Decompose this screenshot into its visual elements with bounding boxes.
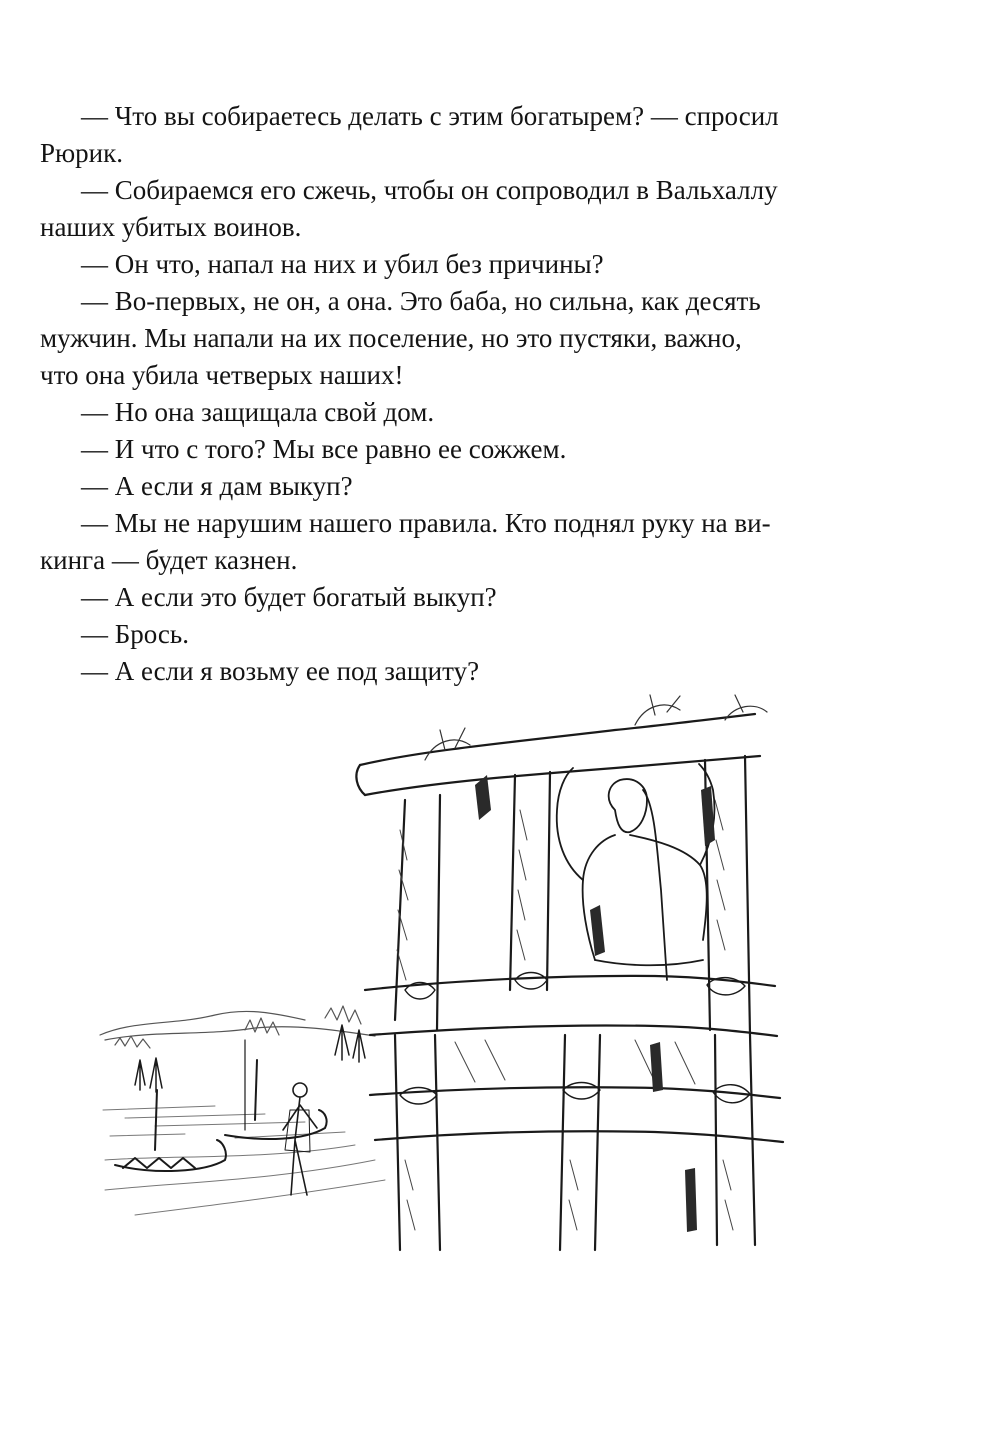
foliage bbox=[425, 695, 767, 760]
dialogue-text bbox=[40, 98, 840, 690]
paragraph-8: — Мы не нарушим нашего правила. Кто поднял руку на ви- кинга — будет казнен. bbox=[40, 508, 771, 575]
water-lines bbox=[103, 1106, 385, 1215]
pine-trees bbox=[135, 1025, 365, 1092]
illustration-svg bbox=[95, 690, 785, 1255]
sketch-illustration bbox=[95, 690, 785, 1255]
paragraph-9: — А если это будет богатый выкуп? bbox=[81, 582, 497, 612]
paragraph-2: — Собираемся его сжечь, чтобы он сопроводил в Вальхаллу наших убитых воинов. bbox=[40, 175, 778, 242]
paragraph-4: — Во-первых, не он, а она. Это баба, но сильна, как десять мужчин. Мы напали на их поселение, но это пустяки, важно, что она убила четверых наших! bbox=[40, 286, 761, 390]
dark-accents bbox=[475, 775, 715, 1232]
log-shading bbox=[397, 800, 733, 1230]
paragraph-1: — Что вы собираетесь делать с этим богатырем? — спросил Рюрик. bbox=[40, 101, 779, 168]
paragraph-3: — Он что, напал на них и убил без причины? bbox=[81, 249, 604, 279]
paragraph-6: — И что с того? Мы все равно ее сожжем. bbox=[81, 434, 567, 464]
log-cage bbox=[356, 714, 783, 1250]
paragraph-5: — Но она защищала свой дом. bbox=[81, 397, 435, 427]
distant-hills bbox=[100, 1006, 375, 1048]
paragraph-7: — А если я дам выкуп? bbox=[81, 471, 353, 501]
paragraph-11: — А если я возьму ее под защиту? bbox=[81, 656, 480, 686]
captive-woman bbox=[557, 764, 715, 980]
paragraph-10: — Брось. bbox=[81, 619, 189, 649]
